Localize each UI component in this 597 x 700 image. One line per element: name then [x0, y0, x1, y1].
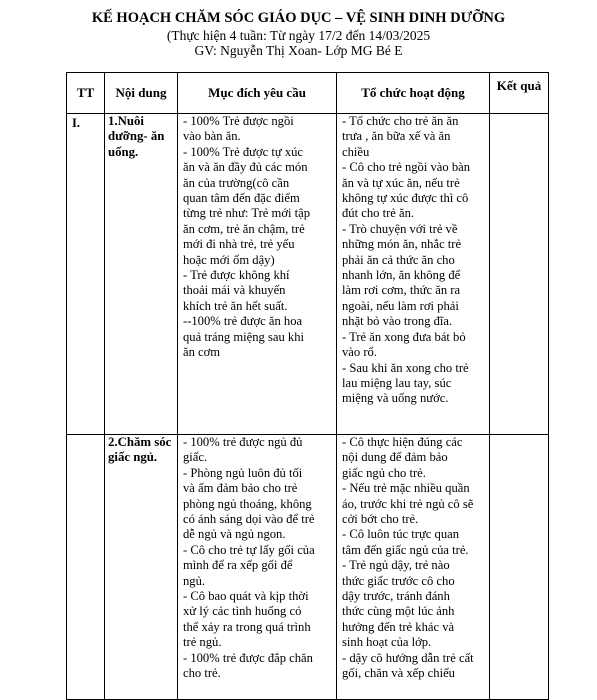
activities-cell-line: gối, chăn và xếp chiếu [342, 666, 455, 681]
column-header-activities: Tổ chức hoạt động [337, 73, 490, 114]
activities-cell-line: lau miệng lau tay, súc [342, 375, 452, 390]
activities-cell-line: chiều [342, 144, 370, 159]
activities-cell-line: miệng và uống nước. [342, 391, 449, 406]
activities-cell-line: - Tổ chức cho trẻ ăn ăn [342, 114, 459, 128]
activities-cell-line: - Sau khi ăn xong cho trẻ [342, 360, 469, 375]
purpose-cell-line: quan tâm đến đặc điểm [183, 191, 300, 206]
activities-cell-line: ngoài, nếu làm rơi phải [342, 298, 459, 313]
column-header-result: Kết quả [490, 73, 549, 114]
purpose-cell-line: quả tráng miệng sau khi [183, 329, 305, 344]
activities-cell-line: đút cho trẻ ăn. [342, 206, 415, 221]
activities-cell-line: cởi bớt cho trẻ. [342, 512, 419, 527]
activities-cell-line: không tự xúc được thì cô [342, 191, 469, 206]
content-cell-line: 1.Nuôi [108, 114, 144, 128]
plan-table [66, 72, 549, 700]
purpose-cell-line: - 100% Trẻ được ngồi [183, 114, 294, 128]
purpose-cell-line: phòng ngủ thoáng, không [183, 496, 312, 511]
purpose-cell-line: mình để ra xếp gối để [183, 558, 293, 573]
activities-cell-line: những món ăn, nhắc trẻ [342, 237, 462, 252]
purpose-cell-line: khích trẻ ăn hết suất. [183, 298, 288, 313]
purpose-cell-line: giấc. [183, 450, 208, 465]
content-cell-line: 2.Chăm sóc [108, 435, 172, 449]
activities-cell-line: thức cùng một lúc ảnh [342, 604, 455, 619]
result-cell [490, 435, 549, 700]
activities-cell-line: tâm đến giấc ngủ của trẻ. [342, 542, 469, 557]
document-teacher: GV: Nguyễn Thị Xoan- Lớp MG Bé E [194, 43, 403, 58]
activities-cell [337, 114, 490, 435]
activities-cell-line: vào rổ. [342, 345, 377, 360]
activities-cell-line: hưởng đến trẻ khác và [342, 619, 455, 634]
activities-cell-line: nhanh lớn, ăn không để [342, 268, 461, 283]
activities-cell-line: - Trẻ ăn xong đưa bát bỏ [342, 329, 466, 344]
activities-cell-line: trưa , ăn bữa xế và ăn [342, 129, 451, 144]
purpose-cell-line: xử lý các tình huống có [183, 604, 302, 619]
purpose-cell-line: - 100% trẻ được ngủ đủ [183, 435, 303, 449]
row-number [67, 435, 105, 700]
document-period: (Thực hiện 4 tuần: Từ ngày 17/2 đến 14/03/2025 [166, 28, 431, 43]
purpose-cell-line: từng trẻ như: Trẻ mới tập [183, 206, 311, 221]
purpose-cell-line: dễ ngủ và ngủ ngon. [183, 527, 286, 542]
activities-cell-line: làm rơi cơm, thức ăn ra [342, 283, 461, 298]
column-header-tt: TT [67, 73, 105, 114]
purpose-cell-line: ăn và ăn đầy đủ các món [183, 160, 308, 175]
column-header-content: Nội dung [105, 73, 178, 114]
activities-cell-line: giấc ngủ cho trẻ. [342, 465, 426, 480]
purpose-cell-line: - 100% trẻ được đắp chăn [183, 650, 313, 665]
activities-cell [337, 435, 490, 700]
purpose-cell-line: - Cô cho trẻ tự lấy gối của [183, 542, 315, 557]
activities-cell-line: dậy trước, tránh đánh [342, 589, 450, 604]
activities-cell-line: - Trò chuyện với trẻ về [342, 221, 458, 236]
purpose-cell-line: ăn của trường(cô cần [183, 175, 290, 190]
purpose-cell-line: thoải mái và khuyến [183, 283, 286, 298]
purpose-cell-line: thể xảy ra trong quá trình [183, 619, 311, 634]
result-cell [490, 114, 549, 435]
purpose-cell-line: hoặc mới ốm dậy) [183, 252, 275, 267]
purpose-cell [178, 435, 337, 700]
column-header-purpose: Mục đích yêu cầu [178, 73, 337, 114]
table-row [67, 435, 549, 700]
purpose-cell-line: ngủ. [183, 573, 206, 588]
purpose-cell-line: ăn cơm, trẻ ăn chậm, trẻ [183, 221, 305, 236]
activities-cell-line: thức giấc trước cô cho [342, 573, 455, 588]
purpose-cell-line: - Phòng ngủ luôn đủ tối [183, 465, 303, 480]
activities-cell-line: sinh hoạt của lớp. [342, 635, 432, 650]
purpose-cell-line: và ấm đảm bảo cho trẻ [183, 481, 298, 496]
activities-cell-line: - Cô thực hiện đúng các [342, 435, 463, 449]
activities-cell-line: - Cô cho trẻ ngồi vào bàn [342, 160, 471, 175]
activities-cell-line: ăn và tự xúc ăn, nếu trẻ [342, 175, 460, 190]
purpose-cell-line: - Trẻ được không khí [183, 268, 290, 283]
document-title: KẾ HOẠCH CHĂM SÓC GIÁO DỤC – VỆ SINH DINH DƯỠNG [91, 10, 506, 26]
table-header-row [67, 73, 549, 114]
purpose-cell-line: có ánh sáng dọi vào để trẻ [183, 512, 315, 527]
activities-cell-line: nội dung để đảm bảo [342, 450, 448, 465]
table-row [67, 114, 549, 435]
purpose-cell-line: trẻ ngủ. [183, 635, 222, 650]
purpose-cell-line: --100% trẻ được ăn hoa [183, 314, 303, 329]
purpose-cell-line: ăn cơm [183, 345, 221, 360]
activities-cell-line: nhặt bỏ vào trong đĩa. [342, 314, 453, 329]
activities-cell-line: phải ăn cả thức ăn cho [342, 252, 455, 267]
purpose-cell-line: vào bàn ăn. [183, 129, 241, 144]
row-number: I. [67, 114, 105, 435]
activities-cell-line: áo, trước khi trẻ ngủ cô sẽ [342, 496, 474, 511]
content-cell [105, 114, 178, 435]
content-cell-line: giấc ngủ. [108, 450, 158, 465]
activities-cell-line: - Nếu trẻ mặc nhiều quần [342, 481, 470, 496]
activities-cell-line: - Cô luôn túc trực quan [342, 527, 459, 542]
purpose-cell-line: cho trẻ. [183, 666, 221, 681]
activities-cell-line: - Trẻ ngủ dậy, trẻ nào [342, 558, 450, 573]
purpose-cell-line: - 100% Trẻ được tự xúc [183, 144, 304, 159]
content-cell-line: dưỡng- ăn [108, 129, 165, 144]
purpose-cell-line: mới đi nhà trẻ, trẻ yếu [183, 237, 295, 252]
content-cell-line: uống. [108, 144, 139, 159]
content-cell [105, 435, 178, 700]
purpose-cell-line: - Cô bao quát và kịp thời [183, 589, 309, 604]
purpose-cell [178, 114, 337, 435]
activities-cell-line: - dậy cô hướng dẫn trẻ cất [342, 650, 474, 665]
